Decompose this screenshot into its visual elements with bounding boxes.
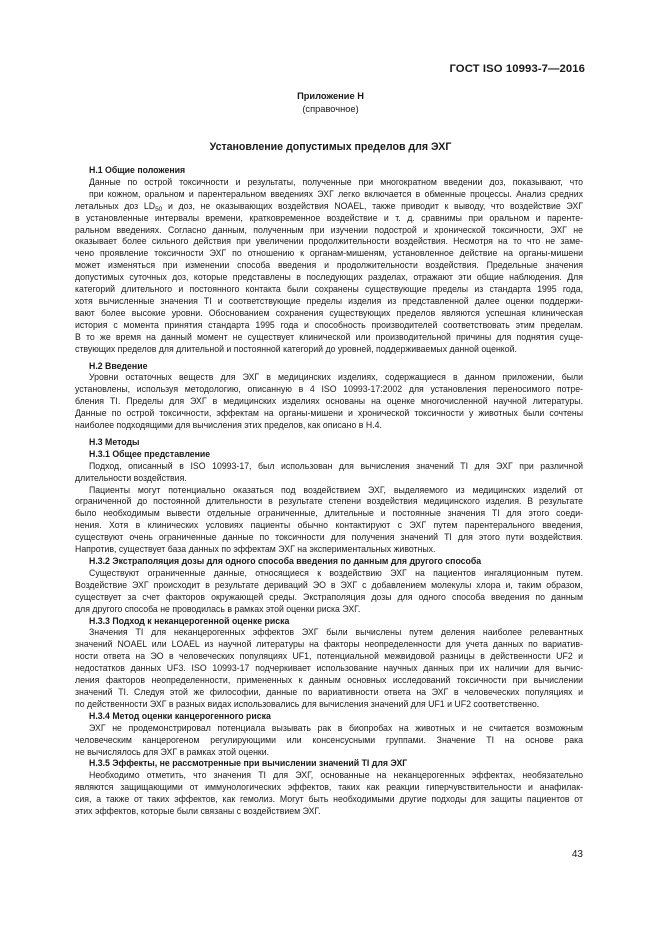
text-fragment: летальных доз LD <box>75 200 156 211</box>
text-line: категорий длительного и постоянного контакта были сохранены существующие пределы из стандарта 1995 года, <box>75 284 583 295</box>
text-line: Пациенты могут потенциально оказаться под воздействием ЭХГ, выделяемого из медицинских изделий от <box>89 484 583 495</box>
text-line: ления факторов неопределенности, примененных к данным основных исследований токсичности при вычислении <box>75 675 583 686</box>
text-line: история с момента принятия стандарта 1995 года и способность производителей соответствовать этим пределам. <box>75 319 583 330</box>
text-line: сия, а также от таких эффектов, как гемолиз. Могут быть необходимыми другие подходы для защиты пациентов от <box>75 794 583 805</box>
paragraph-h32 <box>75 568 583 616</box>
annex-label: Приложение Н <box>297 91 364 101</box>
section-heading-h35: Н.3.5 Эффекты, не рассмотренные при вычислении значений TI для ЭХГ <box>89 758 408 769</box>
text-line: оказывает более сильного действия при увеличении продолжительности воздействия. Несмотря на то что не заме- <box>75 236 583 247</box>
paragraph-h33 <box>75 627 583 710</box>
text-line: Необходимо отметить, что значения TI для ЭХГ, основанные на неканцерогенных эффектах, необязательно <box>89 770 583 781</box>
text-line: Данные по острой токсичности, эффектам на органы-мишени и хронической токсичности у животных были сочтены <box>75 408 583 419</box>
annex-title: Установление допустимых пределов для ЭХГ <box>209 141 452 153</box>
text-line: чено проявление токсичности ЭХГ по отношению к органам-мишеням, установленное действие на органы-мишени <box>75 248 583 259</box>
text-line: для другого способа не проводилась в рамках этой оценки риска ЭХГ. <box>75 603 361 614</box>
text-line: Воздействие ЭХГ происходит в результате дериваций ЭО в ЭХГ с добавлением молекулы хлора и, таким образом, <box>75 579 583 590</box>
annex-type: (справочное) <box>302 103 359 114</box>
text-line: хотя вычисленные значения TI и соответствующие пределы изделия из представленной далее оценки поддержи- <box>75 295 583 306</box>
page-number: 43 <box>571 849 583 860</box>
text-line: ограниченной до постоянной длительности в результате степени воздействия медицинского изделия. В результате <box>75 496 583 507</box>
paragraph-h34 <box>75 723 583 759</box>
text-fragment: и доз, не оказывающих воздействия NOAEL, также приводит к выводу, что воздействие ЭХГ <box>162 200 583 211</box>
text-line: В то же время на данный момент не существует клинической или производительной причины для поднятия суще- <box>75 331 583 342</box>
paragraph-h35 <box>75 770 583 818</box>
text-line: существует за счет факторов окружающей среды. Экстраполяция дозы для одного способа введения по данным <box>75 591 583 602</box>
text-line: по действенности ЭХГ в разных видах использовались для вычисления значений для UF1 и UF2 соответственно. <box>75 698 540 709</box>
document-body <box>75 165 583 818</box>
section-heading-h2: Н.2 Введение <box>89 360 148 371</box>
section-heading-h31: Н.3.1 Общее представление <box>89 448 211 459</box>
paragraph-h31a <box>75 461 583 485</box>
text-line: наиболее подходящими для вычисления этих пределов, как описано в Н.4. <box>75 420 382 431</box>
text-line: ЭХГ не продемонстрировал потенциала вызывать рак в биопробах на животных и не считается возможным <box>89 722 583 733</box>
text-line: при кожном, оральном и парентеральном введениях ЭХГ легко включается в обменные процессы. Анализ средних <box>89 188 583 199</box>
text-line: ствующих пределов для длительной и постоянной категорий до уровней, поддерживаемых данной оценкой. <box>75 343 517 354</box>
text-line <box>75 201 583 213</box>
section-heading-h1: Н.1 Общие положения <box>89 165 186 175</box>
paragraph-h31b <box>75 485 583 556</box>
text-line: значений NOAEL или LOAEL из научной литературы на факторы неопределенности для учета данных по вариатив- <box>75 639 583 650</box>
subscript: 50 <box>155 205 163 213</box>
annex-heading <box>0 90 661 115</box>
text-line: Данные по острой токсичности и результаты, полученные при многократном введении доз, показывают, что <box>89 176 583 187</box>
text-line: Подход, описанный в ISO 10993-17, был использован для вычисления значений TI для ЭХГ при различной <box>89 460 583 471</box>
text-line: Уровни остаточных веществ для ЭХГ в медицинских изделиях, содержащиеся в данном приложении, были <box>89 372 583 383</box>
text-line: Напротив, существует база данных по эффектам ЭХГ на экспериментальных животных. <box>75 544 436 555</box>
paragraph-h1 <box>75 177 583 356</box>
section-heading-h3: Н.3 Методы <box>89 436 140 447</box>
section-heading-h34: Н.3.4 Метод оценки канцерогенного риска <box>89 710 271 721</box>
text-line: может изменяться при изменении способа введения и продолжительности воздействия. Предельные значения <box>75 260 583 271</box>
section-heading-h33: Н.3.3 Подход к неканцерогенной оценке риска <box>89 615 290 626</box>
text-line: в установленные интервалы времени, кратковременное воздействие и т. д. сравнимы при оральном и паренте- <box>75 212 583 223</box>
text-line: допустимых суточных доз, которые представлены в последующих разделах, отражают эти общие наблюдения. Для <box>75 272 583 283</box>
text-line: недостатков данных UF3. ISO 10993-17 подчеркивает использование научных данных при их наличии для вычис- <box>75 663 583 674</box>
text-line: Значения TI для неканцерогенных эффектов ЭХГ были вычислены путем деления наиболее релевантных <box>89 627 583 638</box>
document-code: ГОСТ ISO 10993-7—2016 <box>449 63 585 75</box>
paragraph-h2 <box>75 372 583 432</box>
text-line: вают более высокие уровни. Обоснованием сохранения существующих пределов являются успешная клиническая <box>75 307 583 318</box>
text-line: нения. Хотя в клинических условиях пациенты обычно контактируют с ЭХГ путем парентерального введения, <box>75 520 583 531</box>
text-line: являются защищающими от иммунологических эффектов, таких как реакции гиперчувствительности и анафилак- <box>75 782 583 793</box>
text-line: установлены, используя методологию, описанную в 4 ISO 10993-17:2002 для установления переносимого потре- <box>75 384 583 395</box>
text-line: ности ответа на ЭО в человеческих популяциях UF1, потенциальной межвидовой разницы в действенности UF2 и <box>75 651 583 662</box>
section-heading-h32: Н.3.2 Экстраполяция дозы для одного способа введения по данным для другого способа <box>89 556 482 566</box>
text-line: было необходимым вывести отдельные ограниченные, длительные и постоянные значения TI для этого соеди- <box>75 508 583 519</box>
text-line: человеческим канцерогеном регулирующими или консенсусными группами. Значение TI на основе рака <box>75 734 583 745</box>
text-line: не вычислялось для ЭХГ в рамках этой оценки. <box>75 746 270 757</box>
text-line: этих эффектов, которые были связаны с воздействием ЭХГ. <box>75 806 321 817</box>
text-line: длительности воздействия. <box>75 472 187 483</box>
text-line: существуют очень ограниченные данные по токсичности для получения значений TI для этого пути воздействия. <box>75 532 583 543</box>
text-line: значений TI. Следуя этой же философии, данные по вариативности ответа на ЭХГ в человеческих популяциях и <box>75 686 583 697</box>
text-line: ральном введениях. Согласно данным, полученным при изучении подострой и хронической токсичности, ЭХГ не <box>75 224 583 235</box>
text-line: бления TI. Пределы для ЭХГ в медицинских изделиях основаны на оценке многочисленной научной литературы. <box>75 396 583 407</box>
text-line: Существуют ограниченные данные, относящиеся к воздействию ЭХГ на пациентов ингаляционным путем. <box>89 567 583 578</box>
